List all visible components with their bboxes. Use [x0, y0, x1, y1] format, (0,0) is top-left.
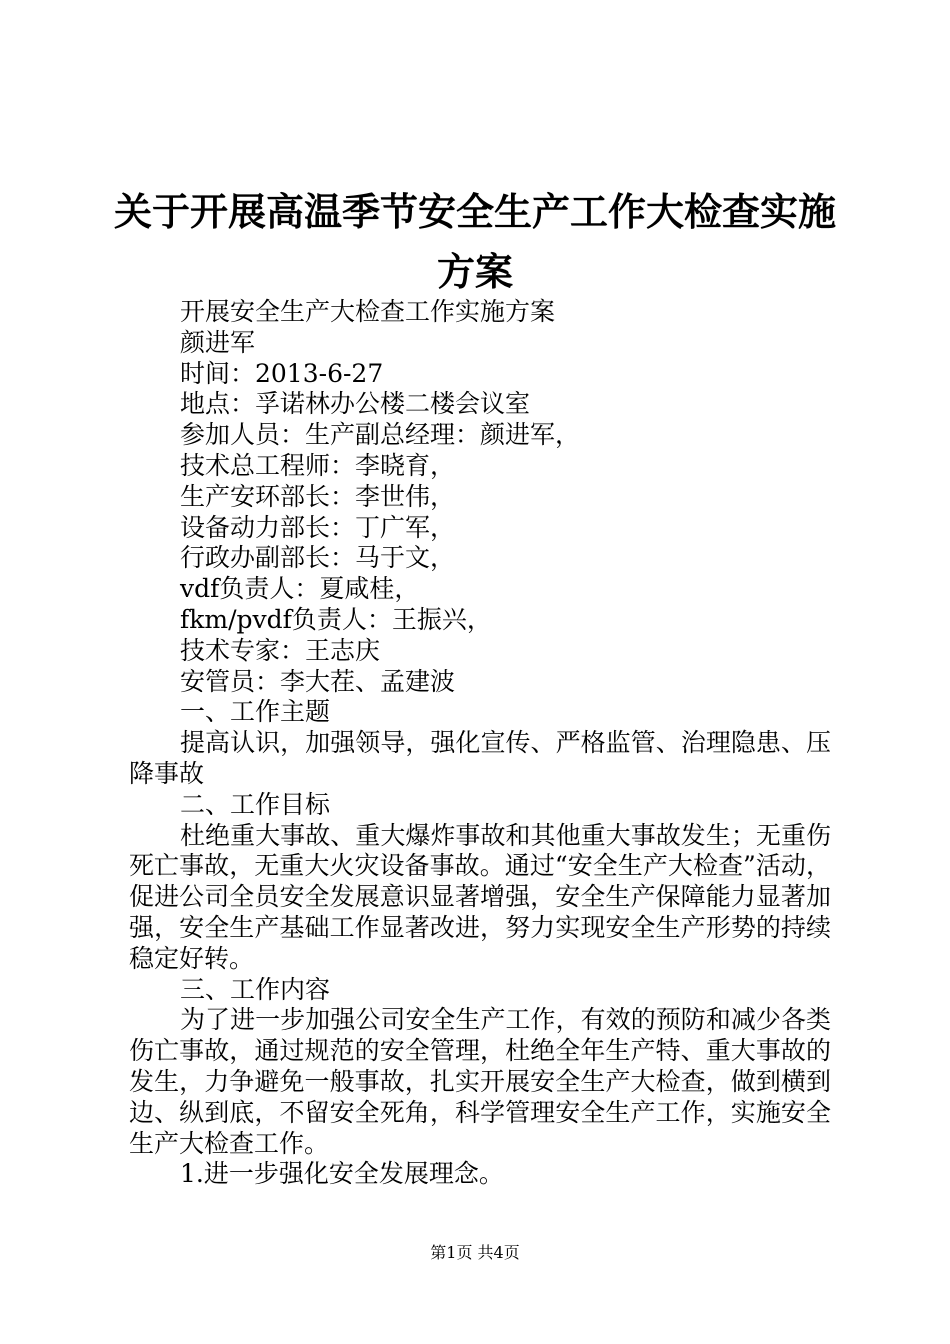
participant-line: 安管员：李大茬、孟建波 — [180, 666, 456, 696]
location-line: 地点：孚诺林办公楼二楼会议室 — [180, 389, 531, 419]
participant-line: 设备动力部长：丁广军， — [180, 512, 456, 542]
time-line: 时间：2013-6-27 — [180, 358, 384, 388]
section-1-paragraph: 提高认识，加强领导，强化宣传、严格监管、治理隐患、压降事故 — [129, 728, 831, 788]
subtitle-line: 开展安全生产大检查工作实施方案 — [180, 297, 556, 326]
author-line: 颜进军 — [180, 327, 256, 357]
participant-line: vdf负责人：夏咸桂， — [180, 574, 420, 604]
participant-line: fkm/pvdf负责人：王振兴， — [180, 604, 492, 634]
section-heading-2: 二、工作目标 — [180, 789, 331, 819]
participant-line: 技术总工程师：李晓育， — [180, 450, 456, 480]
participant-line: 行政办副部长：马于文， — [180, 543, 456, 573]
section-2-paragraph: 杜绝重大事故、重大爆炸事故和其他重大事故发生；无重伤死亡事故，无重大火灾设备事故。通过“安全生产大检查”活动，促进公司全员安全发展意识显著增强，安全生产保障能力显著加强，安全生产基础工作显著改进，努力实现安全生产形势的持续稳定好转。 — [129, 820, 831, 973]
document-body — [129, 297, 831, 1190]
section-heading-1: 一、工作主题 — [180, 697, 331, 727]
list-item-1: 1.进一步强化安全发展理念。 — [180, 1159, 504, 1189]
participant-line: 技术专家：王志庆 — [180, 635, 381, 665]
section-heading-3: 三、工作内容 — [180, 974, 331, 1004]
participants-line: 参加人员：生产副总经理：颜进军， — [180, 420, 581, 450]
page-footer: 第1页 共4页 — [430, 1243, 520, 1262]
section-3-paragraph: 为了进一步加强公司安全生产工作，有效的预防和减少各类伤亡事故，通过规范的安全管理，杜绝全年生产特、重大事故的发生，力争避免一般事故，扎实开展安全生产大检查，做到横到边、纵到底，不留安全死角，科学管理安全生产工作，实施安全生产大检查工作。 — [129, 1005, 831, 1158]
document-title: 关于开展高温季节安全生产工作大检查实施方案 — [113, 190, 836, 294]
participant-line: 生产安环部长：李世伟， — [180, 481, 456, 511]
